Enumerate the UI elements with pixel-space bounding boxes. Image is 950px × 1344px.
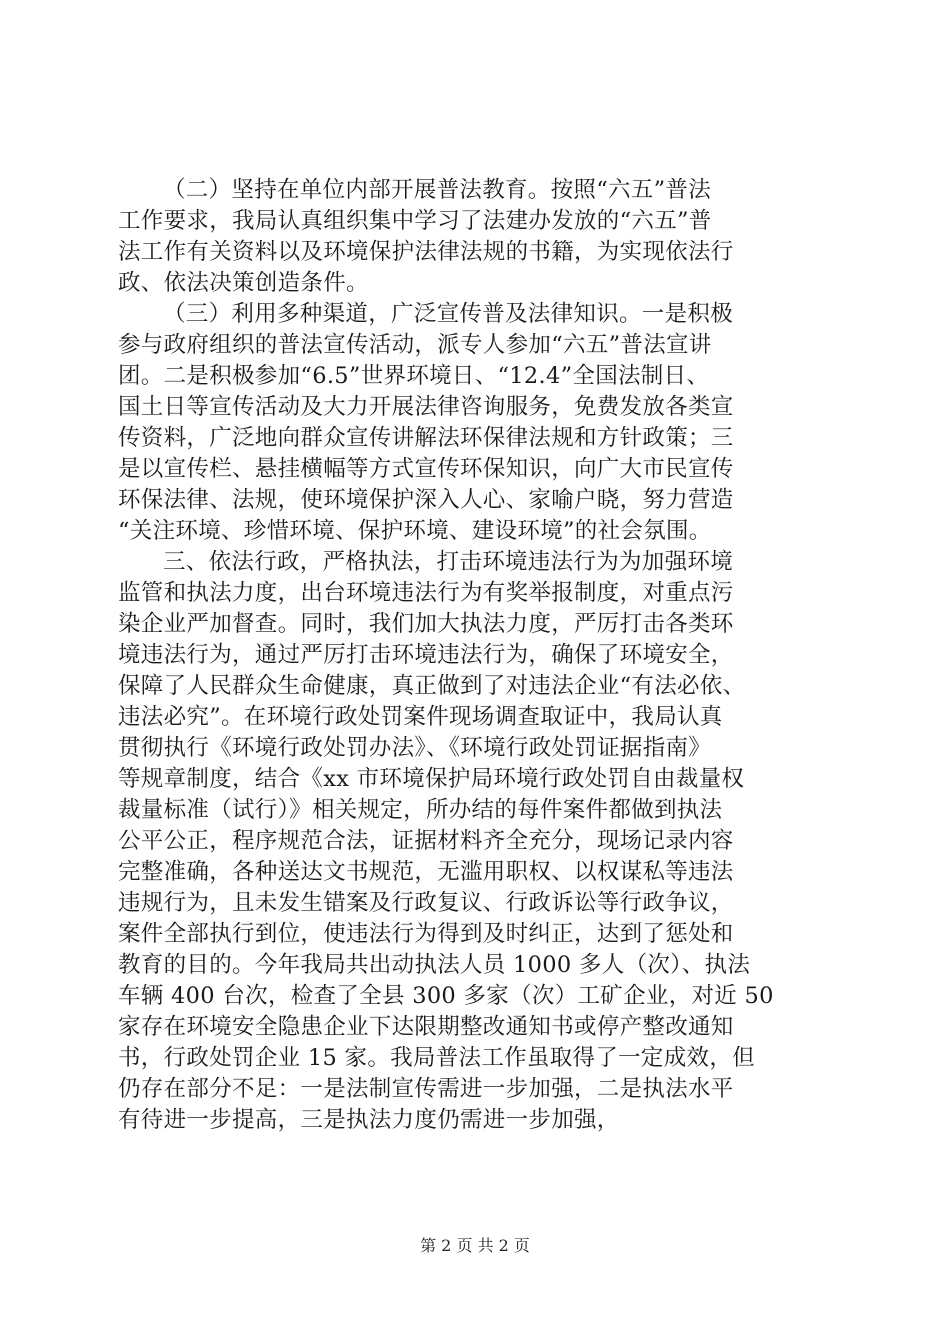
text-line: （二）坚持在单位内部开展普法教育。按照“六五”普法 — [163, 177, 712, 203]
text-line: 环保法律、法规，使环境保护深入人心、家喻户晓，努力营造 — [118, 487, 734, 513]
text-line: 法工作有关资料以及环境保护法律法规的书籍，为实现依法行 — [118, 239, 734, 265]
text-line: 完整准确，各种送达文书规范，无滥用职权、以权谋私等违法 — [118, 859, 734, 885]
text-line: 案件全部执行到位，使违法行为得到及时纠正，达到了惩处和 — [118, 921, 734, 947]
paragraph-promotion-internal — [118, 175, 858, 299]
text-line: 是以宣传栏、悬挂横幅等方式宣传环保知识，向广大市民宣传 — [118, 456, 734, 482]
text-line: 书，行政处罚企业 15 家。我局普法工作虽取得了一定成效，但 — [118, 1045, 755, 1071]
text-line: 工作要求，我局认真组织集中学习了法建办发放的“六五”普 — [118, 208, 712, 234]
text-line: 有待进一步提高，三是执法力度仍需进一步加强， — [118, 1107, 620, 1133]
text-line: 染企业严加督查。同时，我们加大执法力度，严厉打击各类环 — [118, 611, 734, 637]
page-number-footer: 第 2 页 共 2 页 — [420, 1236, 530, 1255]
paragraph-law-enforcement — [118, 547, 858, 1136]
text-line: 传资料，广泛地向群众宣传讲解法环保律法规和方针政策；三 — [118, 425, 734, 451]
text-line: “关注环境、珍惜环境、保护环境、建设环境”的社会氛围。 — [118, 518, 712, 544]
text-line: 参与政府组织的普法宣传活动，派专人参加“六五”普法宣讲 — [118, 332, 712, 358]
document-body — [118, 175, 858, 1136]
text-line: 车辆 400 台次，检查了全县 300 多家（次）工矿企业，对近 50 — [118, 983, 774, 1009]
text-line: 境违法行为，通过严厉打击环境违法行为，确保了环境安全， — [118, 642, 734, 668]
text-line: 团。二是积极参加“6.5”世界环境日、“12.4”全国法制日、 — [118, 363, 710, 389]
text-line: 仍存在部分不足：一是法制宣传需进一步加强，二是执法水平 — [118, 1076, 734, 1102]
text-line: 裁量标准（试行）》相关规定，所办结的每件案件都做到执法 — [118, 797, 723, 823]
text-line: 教育的目的。今年我局共出动执法人员 1000 多人（次）、执法 — [118, 952, 751, 978]
text-line: 国土日等宣传活动及大力开展法律咨询服务，免费发放各类宣 — [118, 394, 734, 420]
text-line: 家存在环境安全隐患企业下达限期整改通知书或停产整改通知 — [118, 1014, 734, 1040]
text-line: 政、依法决策创造条件。 — [118, 270, 369, 296]
text-line: 三、依法行政，严格执法，打击环境违法行为为加强环境 — [163, 549, 734, 575]
text-line: 公平公正，程序规范合法，证据材料齐全充分，现场记录内容 — [118, 828, 734, 854]
text-line: 监管和执法力度，出台环境违法行为有奖举报制度，对重点污 — [118, 580, 734, 606]
text-line: 等规章制度，结合《xx 市环境保护局环境行政处罚自由裁量权 — [118, 766, 745, 792]
text-line: 违法必究”。在环境行政处罚案件现场调查取证中，我局认真 — [118, 704, 723, 730]
paragraph-promotion-channels — [118, 299, 858, 547]
text-line: 违规行为，且未发生错案及行政复议、行政诉讼等行政争议， — [118, 890, 734, 916]
text-line: 贯彻执行《环境行政处罚办法》、《环境行政处罚证据指南》 — [118, 735, 712, 761]
text-line: （三）利用多种渠道，广泛宣传普及法律知识。一是积极 — [163, 301, 734, 327]
text-line: 保障了人民群众生命健康，真正做到了对违法企业“有法必依、 — [118, 673, 746, 699]
